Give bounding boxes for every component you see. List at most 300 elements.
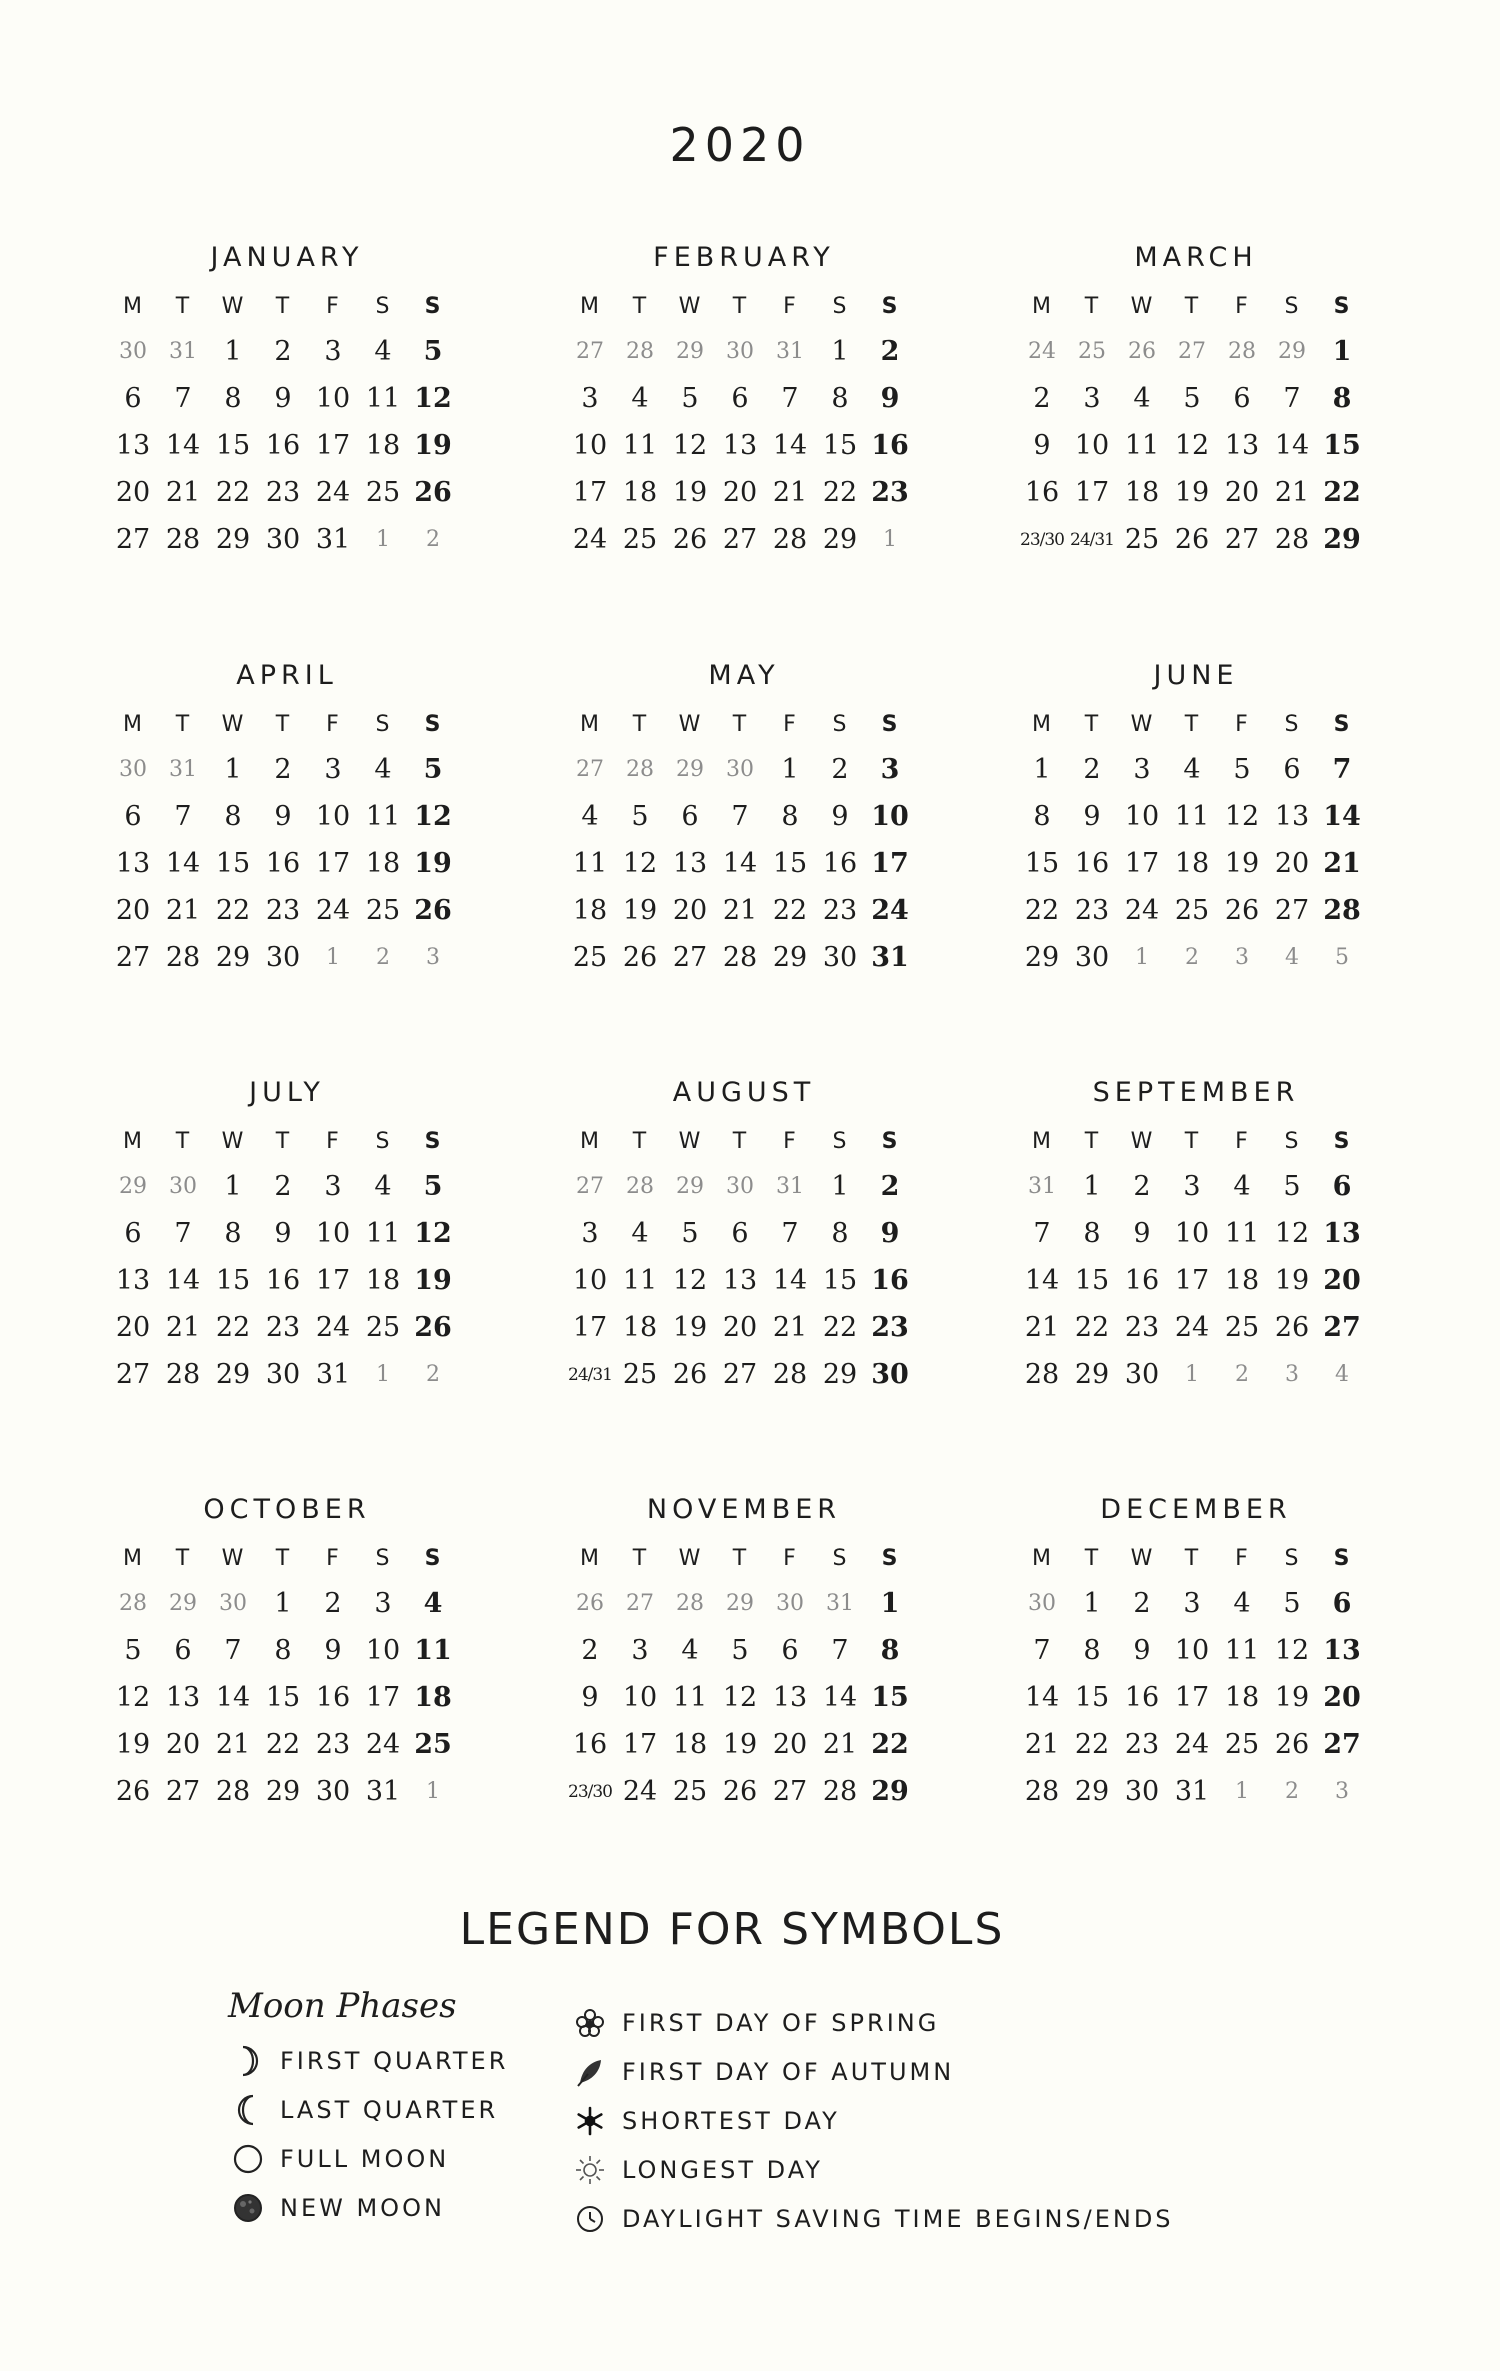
weekday-label: F [783,293,797,319]
day-cell: 24/31 [1070,529,1114,550]
week-row [1017,1163,1367,1210]
adjacent-month-day: 1 [376,1362,390,1387]
day-cell: 7 [174,801,192,832]
day-cell: 17 [871,848,909,879]
day-cell: 23 [871,477,909,508]
weekday-label: W [221,1128,245,1154]
day-cell: 4 [1133,383,1151,414]
week-row [565,1163,915,1210]
day-cell: 24 [1174,1729,1210,1760]
day-cell: 14 [772,1265,808,1296]
month-name: OCTOBER [203,1494,371,1525]
adjacent-month-day: 1 [1235,1779,1249,1804]
day-cell: 30 [1124,1359,1160,1390]
day-cell: 4 [581,801,599,832]
day-cell: 27 [1323,1312,1361,1343]
adjacent-month-day: 30 [119,757,147,782]
day-cell: 9 [880,1218,900,1249]
day-cell: 12 [1274,1635,1310,1666]
day-cell: 4 [374,336,392,367]
day-cell: 3 [1083,383,1101,414]
weekday-label: M [580,293,600,319]
day-cell: 9 [831,801,849,832]
day-cell: 22 [265,1729,301,1760]
day-cell: 22 [822,477,858,508]
month-september [1017,1073,1367,1398]
day-cell: 5 [681,1218,699,1249]
adjacent-month-day: 31 [776,1174,804,1199]
day-cell: 20 [115,1312,151,1343]
weekday-header [108,1119,458,1163]
day-cell: 25 [414,1729,452,1760]
snowflake-icon [570,2105,610,2137]
weekday-label: W [221,1545,245,1571]
day-cell: 22 [871,1729,909,1760]
day-cell: 20 [1323,1265,1361,1296]
weekday-header [1017,1119,1367,1163]
day-cell: 10 [315,801,351,832]
day-cell: 30 [1124,1776,1160,1807]
day-cell: 18 [1124,477,1160,508]
day-cell: 30 [1074,942,1110,973]
day-cell: 13 [165,1682,201,1713]
day-cell: 21 [165,477,201,508]
month-november [565,1490,915,1815]
day-cell: 8 [224,1218,242,1249]
day-cell: 23/30 [1020,529,1064,550]
weekday-label: W [678,711,702,737]
adjacent-month-day: 2 [1235,1362,1249,1387]
adjacent-month-day: 28 [626,339,654,364]
weekday-label: S [375,293,391,319]
day-cell: 26 [722,1776,758,1807]
week-row [1017,793,1367,840]
day-cell: 21 [1024,1729,1060,1760]
weekday-label: T [1184,293,1200,319]
adjacent-month-day: 30 [776,1591,804,1616]
day-cell: 6 [781,1635,799,1666]
week-row [108,1210,458,1257]
day-cell: 15 [772,848,808,879]
day-cell: 27 [165,1776,201,1807]
day-cell: 1 [1033,754,1051,785]
legend-label: NEW MOON [280,2193,445,2222]
day-cell: 3 [324,754,342,785]
day-cell: 21 [722,895,758,926]
week-row [108,746,458,793]
weekday-header [565,284,915,328]
day-cell: 16 [1124,1265,1160,1296]
weekday-label: T [1084,1128,1100,1154]
day-cell: 10 [1174,1218,1210,1249]
day-cell: 15 [215,848,251,879]
day-cell: 12 [1274,1218,1310,1249]
day-cell: 3 [1133,754,1151,785]
week-row [108,934,458,981]
day-cell: 23 [265,1312,301,1343]
week-row [565,1351,915,1398]
day-cell: 29 [215,942,251,973]
year-title: 2020 [669,118,811,172]
week-row [565,1580,915,1627]
day-cell: 20 [722,1312,758,1343]
day-cell: 18 [365,848,401,879]
day-cell: 2 [1133,1588,1151,1619]
day-cell: 25 [365,477,401,508]
day-cell: 9 [1133,1218,1151,1249]
day-cell: 8 [781,801,799,832]
weekday-label: T [1184,1545,1200,1571]
day-cell: 20 [165,1729,201,1760]
month-name: MARCH [1134,242,1258,273]
day-cell: 25 [365,1312,401,1343]
week-row [1017,375,1367,422]
day-cell: 29 [1074,1359,1110,1390]
adjacent-month-day: 2 [1285,1779,1299,1804]
week-row [565,1768,915,1815]
weekday-label: S [1333,1128,1351,1154]
legend-other-symbols [570,1998,1174,2243]
day-cell: 17 [572,1312,608,1343]
day-cell: 18 [365,430,401,461]
weekday-label: S [881,1545,899,1571]
day-cell: 6 [681,801,699,832]
day-cell: 16 [1024,477,1060,508]
week-row [1017,1210,1367,1257]
day-cell: 18 [1224,1265,1260,1296]
day-cell: 29 [1323,524,1361,555]
week-row [108,1627,458,1674]
week-row [108,1674,458,1721]
leaf-icon [570,2056,610,2088]
adjacent-month-day: 1 [1185,1362,1199,1387]
day-cell: 8 [274,1635,292,1666]
weekday-label: S [1284,711,1300,737]
week-row [565,375,915,422]
day-cell: 19 [1174,477,1210,508]
day-cell: 16 [871,1265,909,1296]
day-cell: 9 [324,1635,342,1666]
week-row [565,1721,915,1768]
day-cell: 18 [622,477,658,508]
day-cell: 17 [1174,1265,1210,1296]
weekday-label: W [678,293,702,319]
day-cell: 18 [365,1265,401,1296]
day-cell: 24 [315,895,351,926]
weekday-label: F [326,1128,340,1154]
adjacent-month-day: 28 [119,1591,147,1616]
week-row [1017,1768,1367,1815]
day-cell: 21 [822,1729,858,1760]
day-cell: 24 [365,1729,401,1760]
day-cell: 13 [772,1682,808,1713]
weekday-label: T [732,1545,748,1571]
day-cell: 28 [215,1776,251,1807]
day-cell: 14 [1024,1265,1060,1296]
day-cell: 29 [215,1359,251,1390]
legend-item-full-moon [228,2134,508,2183]
weekday-label: W [221,293,245,319]
adjacent-month-day: 29 [676,757,704,782]
day-cell: 21 [1323,848,1361,879]
week-row [1017,1304,1367,1351]
day-cell: 25 [1224,1312,1260,1343]
day-cell: 25 [572,942,608,973]
weekday-header [1017,284,1367,328]
day-cell: 27 [672,942,708,973]
day-cell: 7 [224,1635,242,1666]
weekday-label: F [326,293,340,319]
day-cell: 21 [215,1729,251,1760]
day-cell: 20 [1224,477,1260,508]
day-cell: 26 [1174,524,1210,555]
day-cell: 21 [1274,477,1310,508]
adjacent-month-day: 30 [119,339,147,364]
week-row [108,469,458,516]
weekday-label: T [1184,1128,1200,1154]
day-cell: 10 [1074,430,1110,461]
day-cell: 14 [722,848,758,879]
day-cell: 7 [1332,754,1352,785]
day-cell: 21 [165,895,201,926]
weekday-label: S [424,1545,442,1571]
week-row [108,1351,458,1398]
week-row [108,422,458,469]
legend-item-shortest-day [570,2096,1174,2145]
day-cell: 1 [224,336,242,367]
moon-phases-heading: Moon Phases [228,1986,457,2026]
day-cell: 25 [365,895,401,926]
day-cell: 12 [722,1682,758,1713]
day-cell: 16 [315,1682,351,1713]
week-row [1017,1257,1367,1304]
week-row [108,1768,458,1815]
weekday-label: F [1235,1128,1249,1154]
legend-item-first-day-of-autumn [570,2047,1174,2096]
day-cell: 28 [722,942,758,973]
day-cell: 17 [315,1265,351,1296]
day-cell: 13 [672,848,708,879]
day-cell: 31 [315,1359,351,1390]
weekday-label: T [632,711,648,737]
day-cell: 10 [572,430,608,461]
day-cell: 5 [1233,754,1251,785]
day-cell: 23 [315,1729,351,1760]
day-cell: 4 [374,1171,392,1202]
day-cell: 11 [572,848,608,879]
day-cell: 3 [324,1171,342,1202]
day-cell: 17 [315,848,351,879]
day-cell: 22 [772,895,808,926]
day-cell: 6 [1332,1588,1352,1619]
weekday-label: M [580,1128,600,1154]
adjacent-month-day: 1 [1135,945,1149,970]
day-cell: 15 [822,1265,858,1296]
day-cell: 31 [365,1776,401,1807]
weekday-label: M [580,1545,600,1571]
weekday-label: S [881,1128,899,1154]
weekday-label: S [424,711,442,737]
adjacent-month-day: 29 [1278,339,1306,364]
day-cell: 18 [1224,1682,1260,1713]
weekday-label: M [580,711,600,737]
week-row [1017,1674,1367,1721]
weekday-header [1017,1536,1367,1580]
day-cell: 13 [1323,1635,1361,1666]
first-quarter-icon [228,2045,268,2077]
legend-item-last-quarter [228,2085,508,2134]
adjacent-month-day: 26 [1128,339,1156,364]
day-cell: 22 [215,895,251,926]
weekday-label: S [1284,293,1300,319]
day-cell: 4 [1233,1171,1251,1202]
day-cell: 6 [174,1635,192,1666]
day-cell: 16 [265,848,301,879]
day-cell: 16 [822,848,858,879]
day-cell: 2 [880,336,900,367]
day-cell: 9 [1033,430,1051,461]
adjacent-month-day: 31 [776,339,804,364]
month-april [108,656,458,981]
week-row [108,328,458,375]
day-cell: 23/30 [568,1781,612,1802]
month-name: JULY [249,1077,325,1108]
day-cell: 11 [1224,1218,1260,1249]
day-cell: 26 [672,524,708,555]
day-cell: 11 [622,1265,658,1296]
weekday-label: M [1032,711,1052,737]
day-cell: 19 [414,1265,452,1296]
weekday-label: M [1032,293,1052,319]
weekday-label: S [424,293,442,319]
day-cell: 12 [622,848,658,879]
day-cell: 16 [1074,848,1110,879]
month-january [108,238,458,563]
day-cell: 27 [115,524,151,555]
day-cell: 9 [880,383,900,414]
clock-icon [570,2203,610,2235]
day-cell: 18 [672,1729,708,1760]
day-cell: 28 [165,1359,201,1390]
day-cell: 1 [224,754,242,785]
week-row [565,1304,915,1351]
day-cell: 6 [124,383,142,414]
day-cell: 1 [880,1588,900,1619]
day-cell: 27 [1274,895,1310,926]
adjacent-month-day: 29 [119,1174,147,1199]
month-name: DECEMBER [1100,1494,1292,1525]
weekday-label: T [275,1128,291,1154]
adjacent-month-day: 27 [1178,339,1206,364]
day-cell: 31 [315,524,351,555]
adjacent-month-day: 1 [426,1779,440,1804]
day-cell: 19 [672,477,708,508]
day-cell: 8 [1332,383,1352,414]
adjacent-month-day: 31 [169,757,197,782]
full-moon-icon [228,2143,268,2175]
day-cell: 8 [880,1635,900,1666]
day-cell: 2 [1033,383,1051,414]
day-cell: 7 [781,383,799,414]
weekday-label: M [123,1545,143,1571]
weekday-header [565,1119,915,1163]
adjacent-month-day: 2 [426,527,440,552]
day-cell: 16 [572,1729,608,1760]
day-cell: 18 [572,895,608,926]
day-cell: 29 [871,1776,909,1807]
week-row [1017,746,1367,793]
day-cell: 7 [174,383,192,414]
weekday-header [565,702,915,746]
day-cell: 26 [414,1312,452,1343]
day-cell: 2 [831,754,849,785]
day-cell: 28 [165,524,201,555]
legend-label: FIRST QUARTER [280,2046,509,2075]
day-cell: 26 [1274,1729,1310,1760]
adjacent-month-day: 24 [1028,339,1056,364]
weekday-label: M [123,711,143,737]
weekday-label: S [832,293,848,319]
adjacent-month-day: 31 [826,1591,854,1616]
legend-title: LEGEND FOR SYMBOLS [459,1904,1005,1955]
day-cell: 8 [831,1218,849,1249]
day-cell: 23 [265,477,301,508]
day-cell: 27 [1323,1729,1361,1760]
weekday-label: T [1084,711,1100,737]
day-cell: 6 [731,383,749,414]
day-cell: 21 [1024,1312,1060,1343]
day-cell: 1 [224,1171,242,1202]
weekday-label: T [632,1128,648,1154]
day-cell: 19 [1274,1265,1310,1296]
week-row [565,1257,915,1304]
day-cell: 11 [365,1218,401,1249]
day-cell: 21 [772,477,808,508]
day-cell: 1 [831,336,849,367]
weekday-label: F [326,1545,340,1571]
weekday-label: T [175,1545,191,1571]
day-cell: 15 [871,1682,909,1713]
weekday-header [565,1536,915,1580]
weekday-label: T [632,1545,648,1571]
week-row [565,469,915,516]
day-cell: 2 [274,1171,292,1202]
day-cell: 28 [1323,895,1361,926]
day-cell: 11 [1124,430,1160,461]
week-row [1017,516,1367,563]
day-cell: 5 [124,1635,142,1666]
weekday-label: T [732,711,748,737]
new-moon-icon [228,2192,268,2224]
weekday-label: M [123,293,143,319]
day-cell: 22 [822,1312,858,1343]
day-cell: 23 [871,1312,909,1343]
day-cell: 10 [315,383,351,414]
weekday-label: S [1284,1128,1300,1154]
day-cell: 8 [224,383,242,414]
day-cell: 3 [374,1588,392,1619]
day-cell: 27 [722,524,758,555]
weekday-label: F [783,711,797,737]
adjacent-month-day: 3 [1235,945,1249,970]
adjacent-month-day: 3 [1335,1779,1349,1804]
weekday-label: T [632,293,648,319]
day-cell: 6 [731,1218,749,1249]
day-cell: 12 [414,383,452,414]
adjacent-month-day: 28 [626,1174,654,1199]
day-cell: 20 [672,895,708,926]
day-cell: 29 [265,1776,301,1807]
